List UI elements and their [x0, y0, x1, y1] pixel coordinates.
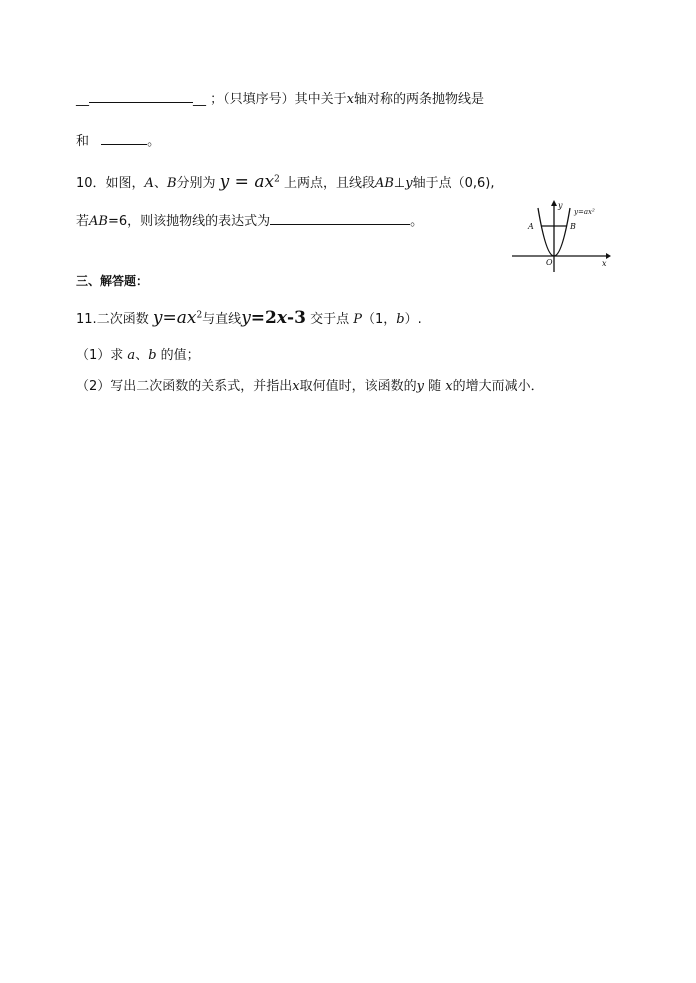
q10-parabola-figure — [510, 200, 612, 275]
q10-ab2: AB — [89, 214, 108, 229]
q11-sub2-x: x — [292, 379, 300, 394]
q9-blank-prefix: __ — [76, 92, 89, 107]
figure-label-curve: y=ax² — [574, 208, 595, 216]
q11-f1-exp: 2 — [196, 310, 203, 321]
q9-text2: 轴对称的两条抛物线是 — [354, 92, 485, 107]
figure-label-o: O — [546, 258, 553, 267]
q11-sub1-b: b — [148, 348, 157, 363]
q9-answer-line — [76, 88, 484, 107]
q10-line2-eq: =6，则该抛物线的表达式为 — [107, 214, 271, 229]
q11-text2: 与直线 — [202, 312, 242, 327]
q11-sub1 — [76, 344, 200, 363]
q10-point-a: A — [144, 176, 154, 191]
q11-text4: （1， — [361, 312, 397, 327]
q9-period: 。 — [147, 134, 161, 149]
q11-text5: ）. — [404, 312, 422, 327]
q10-text2: 上两点，且线段 — [283, 176, 375, 191]
q11-f2-eq: = — [250, 308, 266, 328]
q11-f2-y: y — [241, 308, 251, 328]
q10-text3: 轴于点（0,6), — [412, 176, 495, 191]
q9-and-label: 和 — [76, 134, 90, 149]
q10-line2 — [76, 210, 423, 229]
q11-sub2-prefix: （2）写出二次函数的关系式，并指出 — [76, 379, 293, 394]
q11-f2-x: x — [276, 308, 288, 328]
q11-sub2-suffix: 的增大而减小． — [452, 379, 544, 394]
q11-number: 11. — [76, 312, 97, 327]
q11-sub1-suffix: 的值； — [160, 348, 200, 363]
q11-sub2-y: y — [416, 379, 424, 394]
q11-f1-eq: = — [162, 308, 177, 328]
figure-label-a: A — [528, 222, 534, 231]
q10-text1: 分别为 — [176, 176, 216, 191]
figure-label-x: x — [602, 259, 607, 268]
q11-f2-2: 2 — [265, 308, 277, 328]
q9-and-line — [76, 130, 160, 149]
q11-line1 — [76, 308, 422, 328]
q10-line2-end: 。 — [410, 214, 424, 229]
q9-blank-suffix: __ — [193, 92, 206, 107]
q9-var-x: x — [346, 92, 354, 107]
figure-x-arrow — [606, 253, 611, 259]
q9-second-blank[interactable] — [101, 132, 147, 145]
q10-formula-ax: ax — [254, 172, 275, 192]
q11-sub2-mid2: 随 — [428, 379, 442, 394]
q10-formula-y: y — [219, 172, 230, 192]
q11-b: b — [396, 312, 405, 327]
q10-answer-blank[interactable] — [270, 212, 410, 225]
figure-label-y: y — [558, 201, 563, 210]
q10-y: y — [405, 176, 413, 191]
section-title: 三、解答题： — [76, 274, 149, 288]
q11-sub1-sep: 、 — [135, 348, 149, 363]
q9-answer-blank[interactable] — [89, 90, 193, 103]
q10-formula-exp: 2 — [274, 174, 280, 185]
q10-formula-eq: = — [229, 172, 255, 192]
q11-text3: 交于点 — [310, 312, 350, 327]
figure-label-b: B — [570, 222, 576, 231]
q10-sep: 、 — [153, 176, 167, 191]
figure-y-arrow — [551, 200, 557, 206]
q10-number: 10．如图， — [76, 176, 145, 191]
q10-point-b: B — [166, 176, 177, 191]
q11-sub1-prefix: （1）求 — [76, 348, 124, 363]
q10-perp: ⊥ — [393, 176, 406, 191]
q10-line2-prefix: 若 — [76, 214, 90, 229]
q11-sub2 — [76, 375, 544, 394]
q10-line1 — [76, 172, 495, 192]
q11-point-p: P — [353, 312, 362, 327]
q11-f2-rest: -3 — [287, 308, 306, 328]
q11-sub2-mid: 取何值时，该函数的 — [299, 379, 417, 394]
q11-f1-y: y — [152, 308, 163, 328]
q10-ab: AB — [374, 176, 394, 191]
q11-text1: 二次函数 — [96, 312, 149, 327]
q9-text: ；（只填序号）其中关于 — [210, 92, 347, 107]
q11-sub2-x2: x — [445, 379, 453, 394]
q11-f1-ax: ax — [176, 308, 197, 328]
q11-sub1-a: a — [127, 348, 136, 363]
